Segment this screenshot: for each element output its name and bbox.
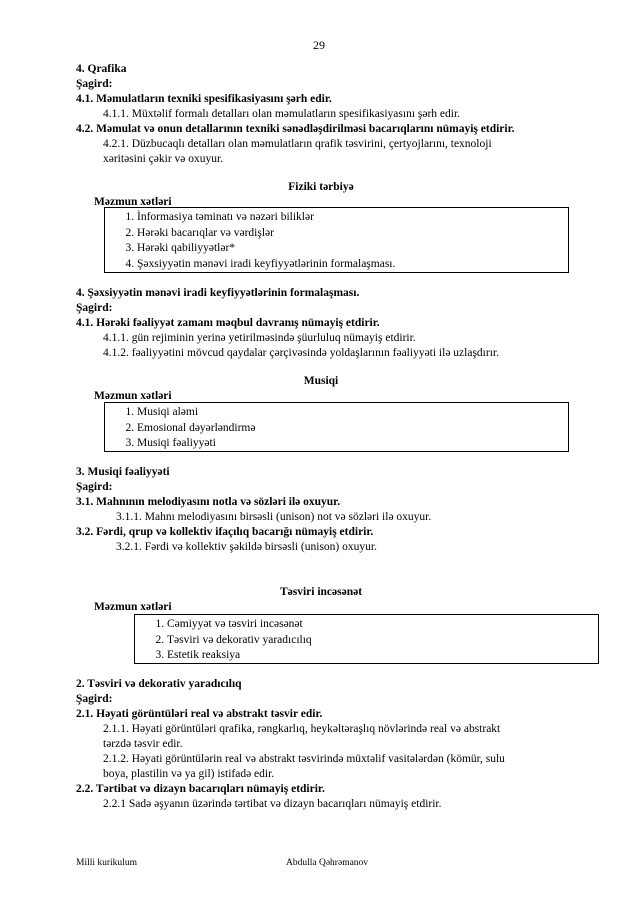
sub-standard: 2.1.1. Həyati görüntüləri qrafika, rəngkarlıq, heykəltəraşlıq növlərində real və abstrakt	[103, 723, 501, 735]
mezmun-xetleri-label: Məzmun xətləri	[94, 390, 172, 402]
sub-standard-continued: boya, plastilin və ya gil) istifadə edir.	[103, 768, 275, 780]
standard: 4.1. Məmulatların texniki spesifikasiyasını şərh edir.	[76, 93, 332, 105]
sub-standard: 3.2.1. Fərdi və kollektiv şəkildə birsəsli (unison) oxuyur.	[116, 541, 377, 553]
content-line-item: 1. Cəmiyyət və təsviri incəsənət	[167, 617, 598, 633]
subject-heading-musiqi: Musiqi	[303, 375, 339, 387]
content-lines-box	[104, 207, 569, 273]
section-title: 4. Qrafika	[76, 63, 127, 75]
sub-standard: 2.2.1 Sadə əşyanın üzərində tərtibat və dizayn bacarıqları nümayiş etdirir.	[103, 798, 442, 810]
sub-standard: 3.1.1. Mahnı melodiyasını birsəsli (unison) not və sözləri ilə oxuyur.	[116, 511, 432, 523]
sub-standard: 4.1.2. fəaliyyətini mövcud qaydalar çərçivəsində yoldaşlarının fəaliyyəti ilə uzlaşdırır.	[103, 347, 499, 359]
section-grafika	[76, 62, 576, 167]
section-tesviri	[76, 677, 591, 812]
subject-heading-tesviri: Təsviri incəsənət	[279, 586, 363, 598]
section-musiqi	[76, 465, 576, 555]
sub-standard: 4.1.1. Müxtəlif formalı detalları olan məmulatların spesifikasiyasını şərh edir.	[103, 108, 461, 120]
section-title: 3. Musiqi fəaliyyəti	[76, 466, 170, 478]
page-number: 29	[313, 38, 325, 52]
content-line-item: 3. Musiqi fəaliyyəti	[137, 436, 568, 452]
content-lines-box	[134, 614, 599, 664]
content-line-item: 3. Estetik reaksiya	[167, 648, 598, 664]
sub-standard-continued: xəritəsini çəkir və oxuyur.	[103, 153, 224, 165]
sagird-label: Şagird:	[76, 481, 113, 493]
standard: 3.2. Fərdi, qrup və kollektiv ifaçılıq bacarığı nümayiş etdirir.	[76, 526, 374, 538]
section-fiziki	[76, 286, 576, 361]
content-line-item: 2. Emosional dəyərləndirmə	[137, 421, 568, 437]
standard: 2.1. Həyati görüntüləri real və abstrakt təsvir edir.	[76, 708, 323, 720]
section-title: 2. Təsviri və dekorativ yaradıcılıq	[76, 678, 242, 690]
mezmun-label	[76, 600, 576, 615]
sub-standard-continued: tərzdə təsvir edir.	[103, 738, 183, 750]
section-title: 4. Şəxsiyyətin mənəvi iradi keyfiyyətlərinin formalaşması.	[76, 287, 360, 299]
sub-standard: 2.1.2. Həyati görüntülərin real və abstrakt təsvirində müxtəlif vasitələrdən (kömür, sulu	[103, 753, 505, 765]
sagird-label: Şagird:	[76, 78, 113, 90]
standard: 4.1. Hərəki fəaliyyət zamanı məqbul davranış nümayiş etdirir.	[76, 317, 380, 329]
sagird-label: Şagird:	[76, 302, 113, 314]
mezmun-xetleri-label: Məzmun xətləri	[94, 601, 172, 613]
sagird-label: Şagird:	[76, 693, 113, 705]
content-line-item: 1. Musiqi aləmi	[137, 405, 568, 421]
content-line-item: 3. Hərəki qabiliyyətlər*	[137, 241, 568, 257]
content-line-item: 4. Şəxsiyyətin mənəvi iradi keyfiyyətlərinin formalaşması.	[137, 257, 568, 273]
sub-standard: 4.1.1. gün rejiminin yerinə yetirilməsində şüurluluq nümayiş etdirir.	[103, 332, 416, 344]
content-line-item: 2. Hərəki bacarıqlar və vərdişlər	[137, 226, 568, 242]
footer-center: Abdulla Qəhrəmanov	[286, 858, 369, 868]
sub-standard: 4.2.1. Düzbucaqlı detalları olan məmulatların qrafik təsvirini, çertyojlarını, texnoloji	[103, 138, 492, 150]
footer-left: Milli kurikulum	[76, 858, 137, 868]
content-line-item: 2. Təsviri və dekorativ yaradıcılıq	[167, 633, 598, 649]
mezmun-xetleri-label: Məzmun xətləri	[94, 196, 172, 208]
subject-heading-fiziki: Fiziki tərbiyə	[288, 181, 354, 193]
standard: 3.1. Mahnının melodiyasını notla və sözləri ilə oxuyur.	[76, 496, 341, 508]
standard: 4.2. Məmulat və onun detallarının texniki sənədləşdirilməsi bacarıqlarını nümayiş etdirir.	[76, 123, 515, 135]
standard: 2.2. Tərtibat və dizayn bacarıqları nümayiş etdirir.	[76, 783, 325, 795]
content-line-item: 1. İnformasiya təminatı və nəzəri biliklər	[137, 210, 568, 226]
content-lines-box	[104, 402, 569, 452]
